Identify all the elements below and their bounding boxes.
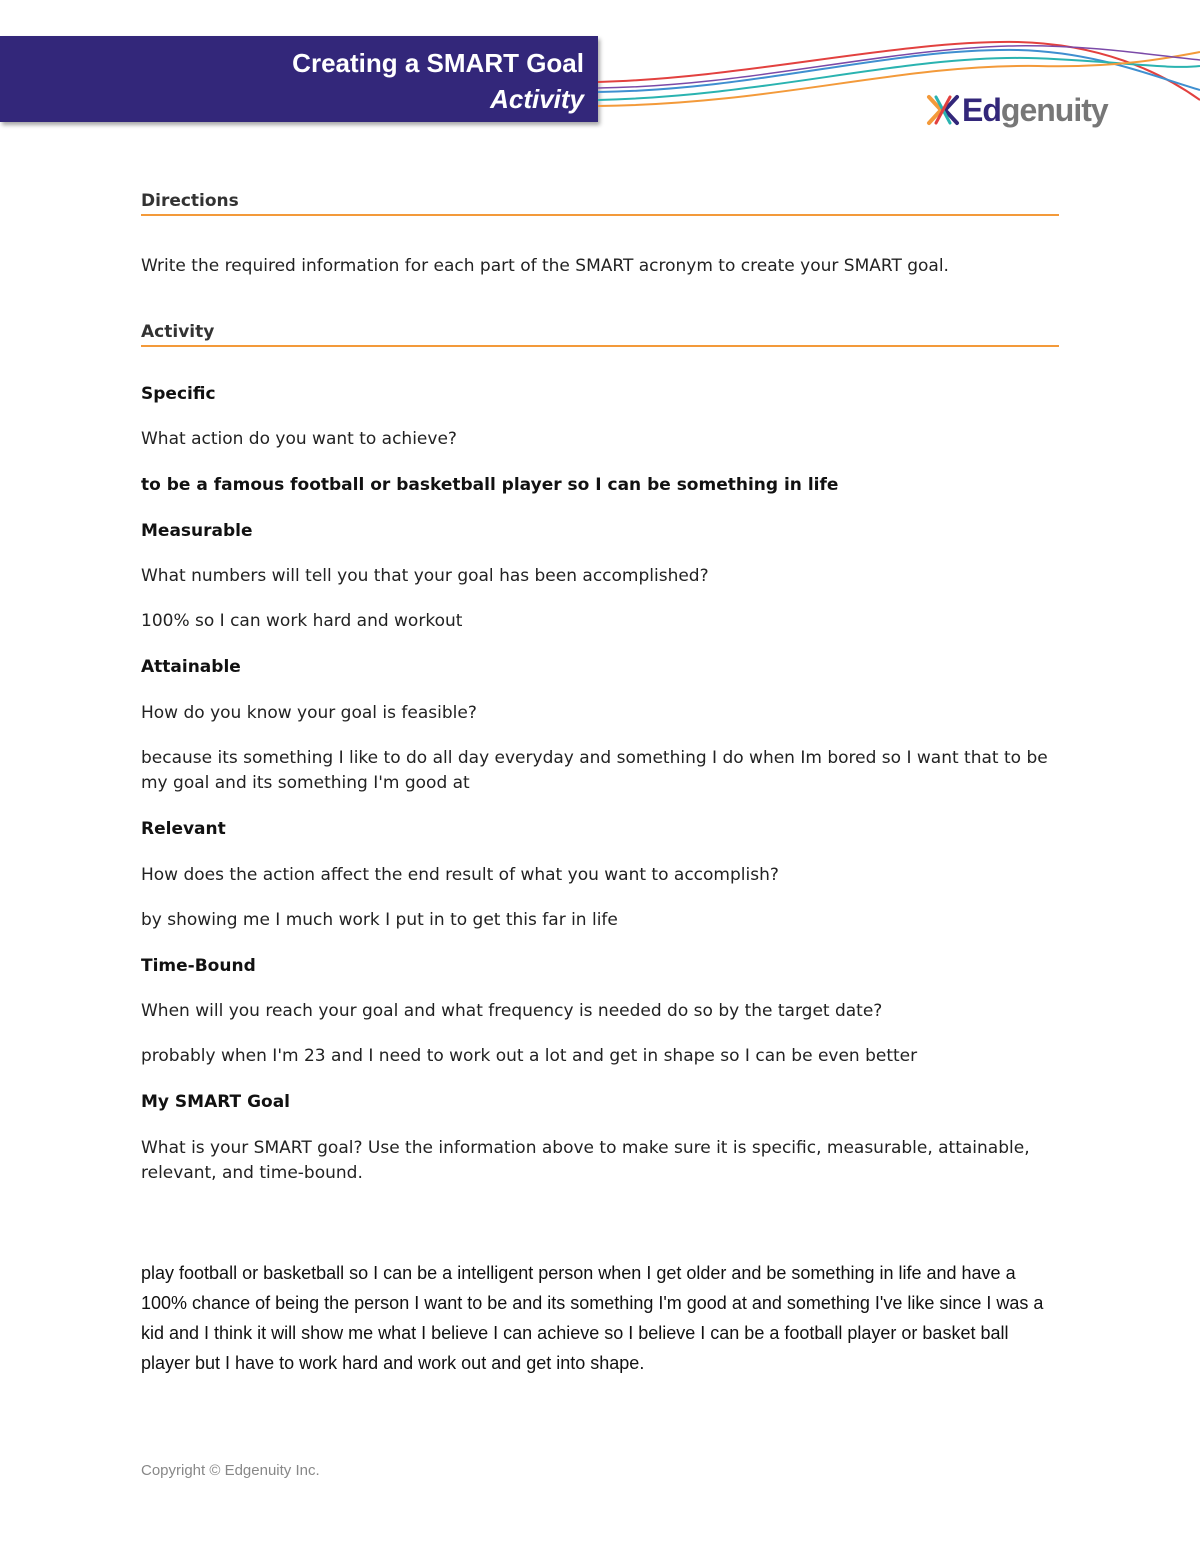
attainable-question: How do you know your goal is feasible? <box>141 703 477 723</box>
specific-question: What action do you want to achieve? <box>141 429 457 449</box>
directions-text: Write the required information for each part of the SMART acronym to create your SMART goal. <box>141 256 949 276</box>
activity-heading: Activity <box>141 322 1059 347</box>
wave-orange <box>598 52 1200 106</box>
relevant-label: Relevant <box>141 819 226 839</box>
attainable-answer: because its something I like to do all day everyday and something I do when Im bored so I want that to be my goal and its something I'm good at <box>141 748 1048 793</box>
page-title: Creating a SMART Goal <box>292 48 584 78</box>
specific-answer: to be a famous football or basketball player so I can be something in life <box>141 475 839 495</box>
logo-wordmark: Edgenuity <box>962 91 1108 128</box>
smart-goal-label: My SMART Goal <box>141 1092 291 1112</box>
smart-goal-answer: play football or basketball so I can be a intelligent person when I get older and be something in life and have a 100% chance of being the person I want to be and its something I'm good at and something I've like since I was a kid and I think it will show me what I believe I can achieve so I believe I can be a football player or basket ball player but I have to work hard and work out and get into shape. <box>141 1263 1044 1373</box>
relevant-question: How does the action affect the end result of what you want to accomplish? <box>141 865 779 885</box>
measurable-label: Measurable <box>141 521 253 541</box>
time-bound-answer: probably when I'm 23 and I need to work out a lot and get in shape so I can be even better <box>141 1046 918 1066</box>
decorative-waves <box>598 30 1200 120</box>
page-subtitle: Activity <box>490 84 584 114</box>
directions-heading: Directions <box>141 191 1059 216</box>
measurable-question: What numbers will tell you that your goal has been accomplished? <box>141 566 709 586</box>
relevant-answer: by showing me I much work I put in to get this far in life <box>141 910 618 930</box>
edgenuity-logo <box>926 90 1108 130</box>
header-band <box>0 36 598 122</box>
edgenuity-x-icon <box>926 93 960 127</box>
copyright-notice: Copyright © Edgenuity Inc. <box>141 1462 320 1479</box>
time-bound-question: When will you reach your goal and what frequency is needed do so by the target date? <box>141 1001 883 1021</box>
measurable-answer: 100% so I can work hard and workout <box>141 611 463 631</box>
specific-label: Specific <box>141 384 216 404</box>
attainable-label: Attainable <box>141 657 241 677</box>
smart-goal-question: What is your SMART goal? Use the information above to make sure it is specific, measurable, attainable, relevant, and time-bound. <box>141 1138 1030 1183</box>
time-bound-label: Time-Bound <box>141 956 256 976</box>
